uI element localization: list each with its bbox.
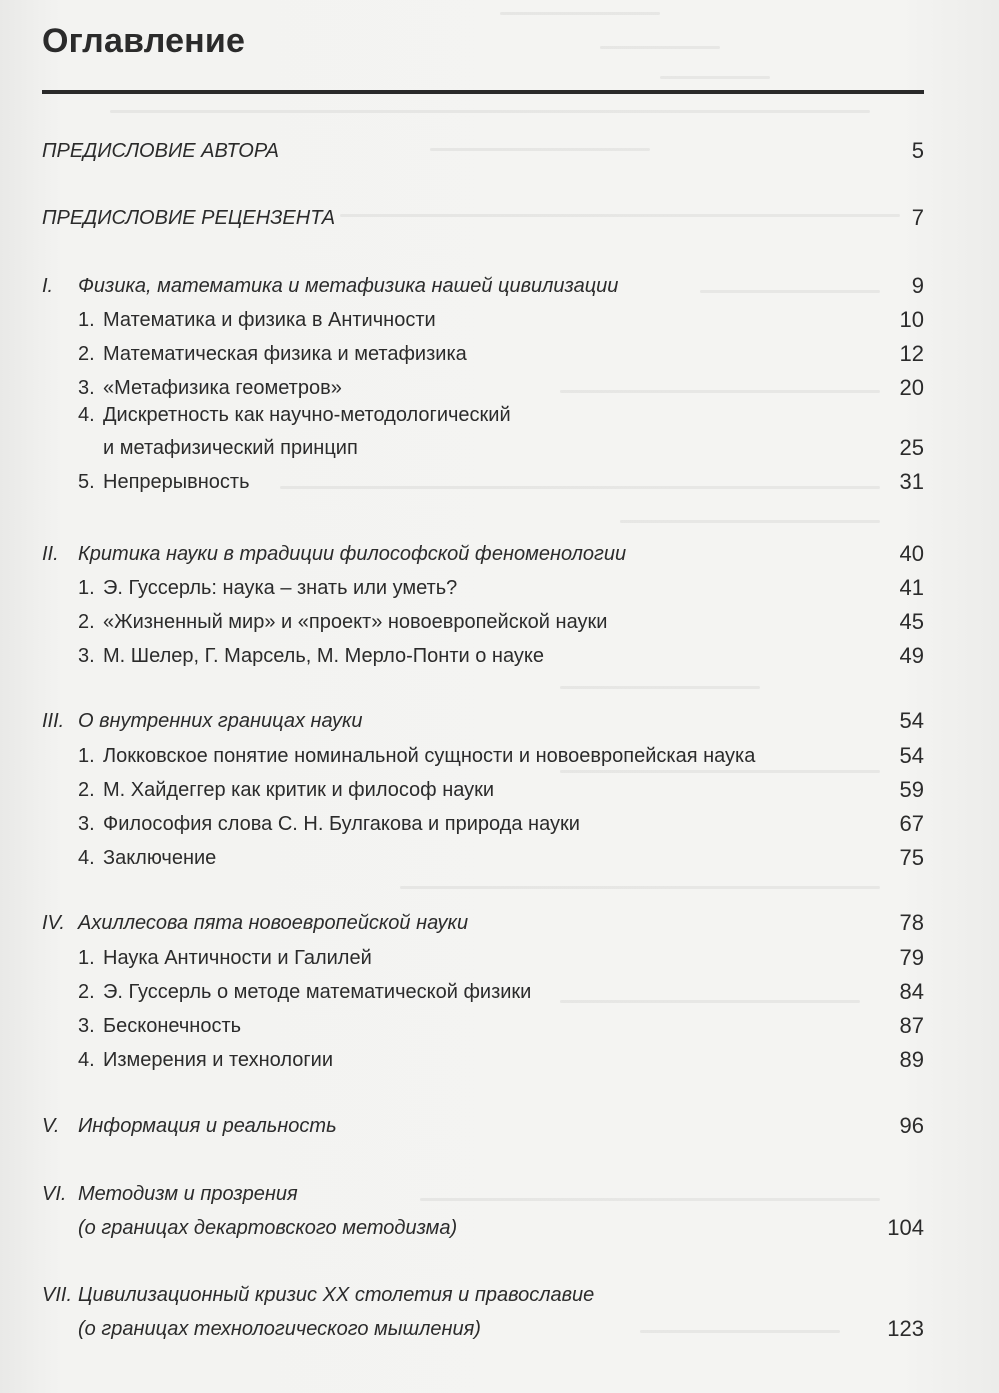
entry-number: 4. bbox=[78, 404, 95, 426]
entry-title: Наука Античности и Галилей bbox=[103, 947, 372, 969]
entry-title: «Жизненный мир» и «проект» новоевропейской науки bbox=[103, 611, 608, 633]
entry-number: V. bbox=[42, 1115, 60, 1137]
show-through bbox=[600, 46, 720, 49]
entry-number: 3. bbox=[78, 813, 95, 835]
entry-title: Математическая физика и метафизика bbox=[103, 343, 467, 365]
entry-page-number: 41 bbox=[899, 575, 924, 600]
entry-title: Методизм и прозрения bbox=[78, 1183, 298, 1205]
entry-page-number: 87 bbox=[899, 1013, 924, 1038]
entry-title: Измерения и технологии bbox=[103, 1049, 333, 1071]
entry-title: М. Шелер, Г. Марсель, М. Мерло-Понти о науке bbox=[103, 645, 544, 667]
entry-title: «Метафизика геометров» bbox=[103, 377, 342, 399]
entry-page-number: 54 bbox=[899, 743, 924, 768]
entry-number: 1. bbox=[78, 577, 95, 599]
show-through bbox=[700, 290, 880, 293]
entry-title: Физика, математика и метафизика нашей цивилизации bbox=[78, 275, 619, 297]
entry-page-number: 59 bbox=[899, 777, 924, 802]
entry-page-number: 40 bbox=[899, 541, 924, 566]
entry-number: II. bbox=[42, 543, 59, 565]
entry-page-number: 84 bbox=[899, 979, 924, 1004]
entry-number: 3. bbox=[78, 645, 95, 667]
entry-number: III. bbox=[42, 710, 65, 732]
entry-page-number: 5 bbox=[911, 138, 924, 163]
entry-page-number: 45 bbox=[899, 609, 924, 634]
entry-number: I. bbox=[42, 275, 54, 297]
entry-title: Ахиллесова пята новоевропейской науки bbox=[78, 912, 469, 934]
entry-page-number: 75 bbox=[899, 845, 924, 870]
entry-page-number: 96 bbox=[899, 1113, 924, 1138]
entry-title: Э. Гуссерль о методе математической физики bbox=[103, 981, 532, 1003]
entry-title: (о границах декартовского методизма) bbox=[78, 1217, 458, 1239]
show-through bbox=[110, 110, 870, 113]
entry-title: Бесконечность bbox=[103, 1015, 242, 1037]
entry-title: Философия слова С. Н. Булгакова и природа науки bbox=[103, 813, 580, 835]
show-through bbox=[560, 390, 880, 393]
entry-page-number: 54 bbox=[899, 708, 924, 733]
show-through bbox=[280, 486, 880, 489]
show-through bbox=[560, 686, 760, 689]
entry-page-number: 67 bbox=[899, 811, 924, 836]
show-through bbox=[660, 76, 770, 79]
entry-page-number: 12 bbox=[899, 341, 924, 366]
entry-title: ПРЕДИСЛОВИЕ РЕЦЕНЗЕНТА bbox=[42, 207, 336, 229]
entry-number: 2. bbox=[78, 981, 95, 1003]
entry-number: VII. bbox=[42, 1284, 73, 1306]
entry-title: М. Хайдеггер как критик и философ науки bbox=[103, 779, 495, 801]
show-through bbox=[500, 12, 660, 15]
show-through bbox=[400, 886, 880, 889]
entry-title: Информация и реальность bbox=[78, 1115, 337, 1137]
entry-title: ПРЕДИСЛОВИЕ АВТОРА bbox=[42, 140, 279, 162]
entry-title: и метафизический принцип bbox=[103, 437, 358, 459]
entry-title: Э. Гуссерль: наука – знать или уметь? bbox=[103, 577, 458, 599]
entry-page-number: 123 bbox=[887, 1316, 924, 1341]
entry-number: VI. bbox=[42, 1183, 67, 1205]
entry-title: Заключение bbox=[103, 847, 217, 869]
show-through bbox=[560, 770, 880, 773]
entry-number: 3. bbox=[78, 1015, 95, 1037]
entry-number: 2. bbox=[78, 343, 95, 365]
entry-page-number: 31 bbox=[899, 469, 924, 494]
entry-number: 1. bbox=[78, 947, 95, 969]
entry-page-number: 25 bbox=[899, 435, 924, 460]
entry-number: 2. bbox=[78, 611, 95, 633]
entry-page-number: 9 bbox=[911, 273, 924, 298]
entry-page-number: 49 bbox=[899, 643, 924, 668]
entry-page-number: 104 bbox=[887, 1215, 924, 1240]
entry-title: Математика и физика в Античности bbox=[103, 309, 436, 331]
show-through bbox=[430, 148, 650, 151]
entry-page-number: 79 bbox=[899, 945, 924, 970]
page-title: Оглавление bbox=[42, 22, 246, 60]
entry-title: (о границах технологического мышления) bbox=[78, 1318, 481, 1340]
entry-number: 4. bbox=[78, 1049, 95, 1071]
entry-page-number: 89 bbox=[899, 1047, 924, 1072]
entry-page-number: 20 bbox=[899, 375, 924, 400]
title-rule bbox=[42, 90, 924, 94]
entry-title: Дискретность как научно-методологический bbox=[103, 404, 511, 426]
entry-number: IV. bbox=[42, 912, 65, 934]
entry-page-number: 78 bbox=[899, 910, 924, 935]
entry-number: 1. bbox=[78, 309, 95, 331]
show-through bbox=[420, 1198, 880, 1201]
entry-title: Непрерывность bbox=[103, 471, 250, 493]
show-through bbox=[620, 520, 880, 523]
entry-title: Цивилизационный кризис XX столетия и православие bbox=[78, 1284, 595, 1306]
show-through bbox=[640, 1330, 840, 1333]
show-through bbox=[560, 1000, 860, 1003]
show-through bbox=[340, 214, 900, 217]
entry-title: Локковское понятие номинальной сущности и новоевропейская наука bbox=[103, 745, 756, 767]
entry-number: 1. bbox=[78, 745, 95, 767]
entry-title: Критика науки в традиции философской феноменологии bbox=[78, 543, 627, 565]
entry-title: О внутренних границах науки bbox=[78, 710, 363, 732]
entry-number: 3. bbox=[78, 377, 95, 399]
entry-number: 4. bbox=[78, 847, 95, 869]
entry-number: 2. bbox=[78, 779, 95, 801]
entry-page-number: 7 bbox=[911, 205, 924, 230]
entry-page-number: 10 bbox=[899, 307, 924, 332]
entry-number: 5. bbox=[78, 471, 95, 493]
